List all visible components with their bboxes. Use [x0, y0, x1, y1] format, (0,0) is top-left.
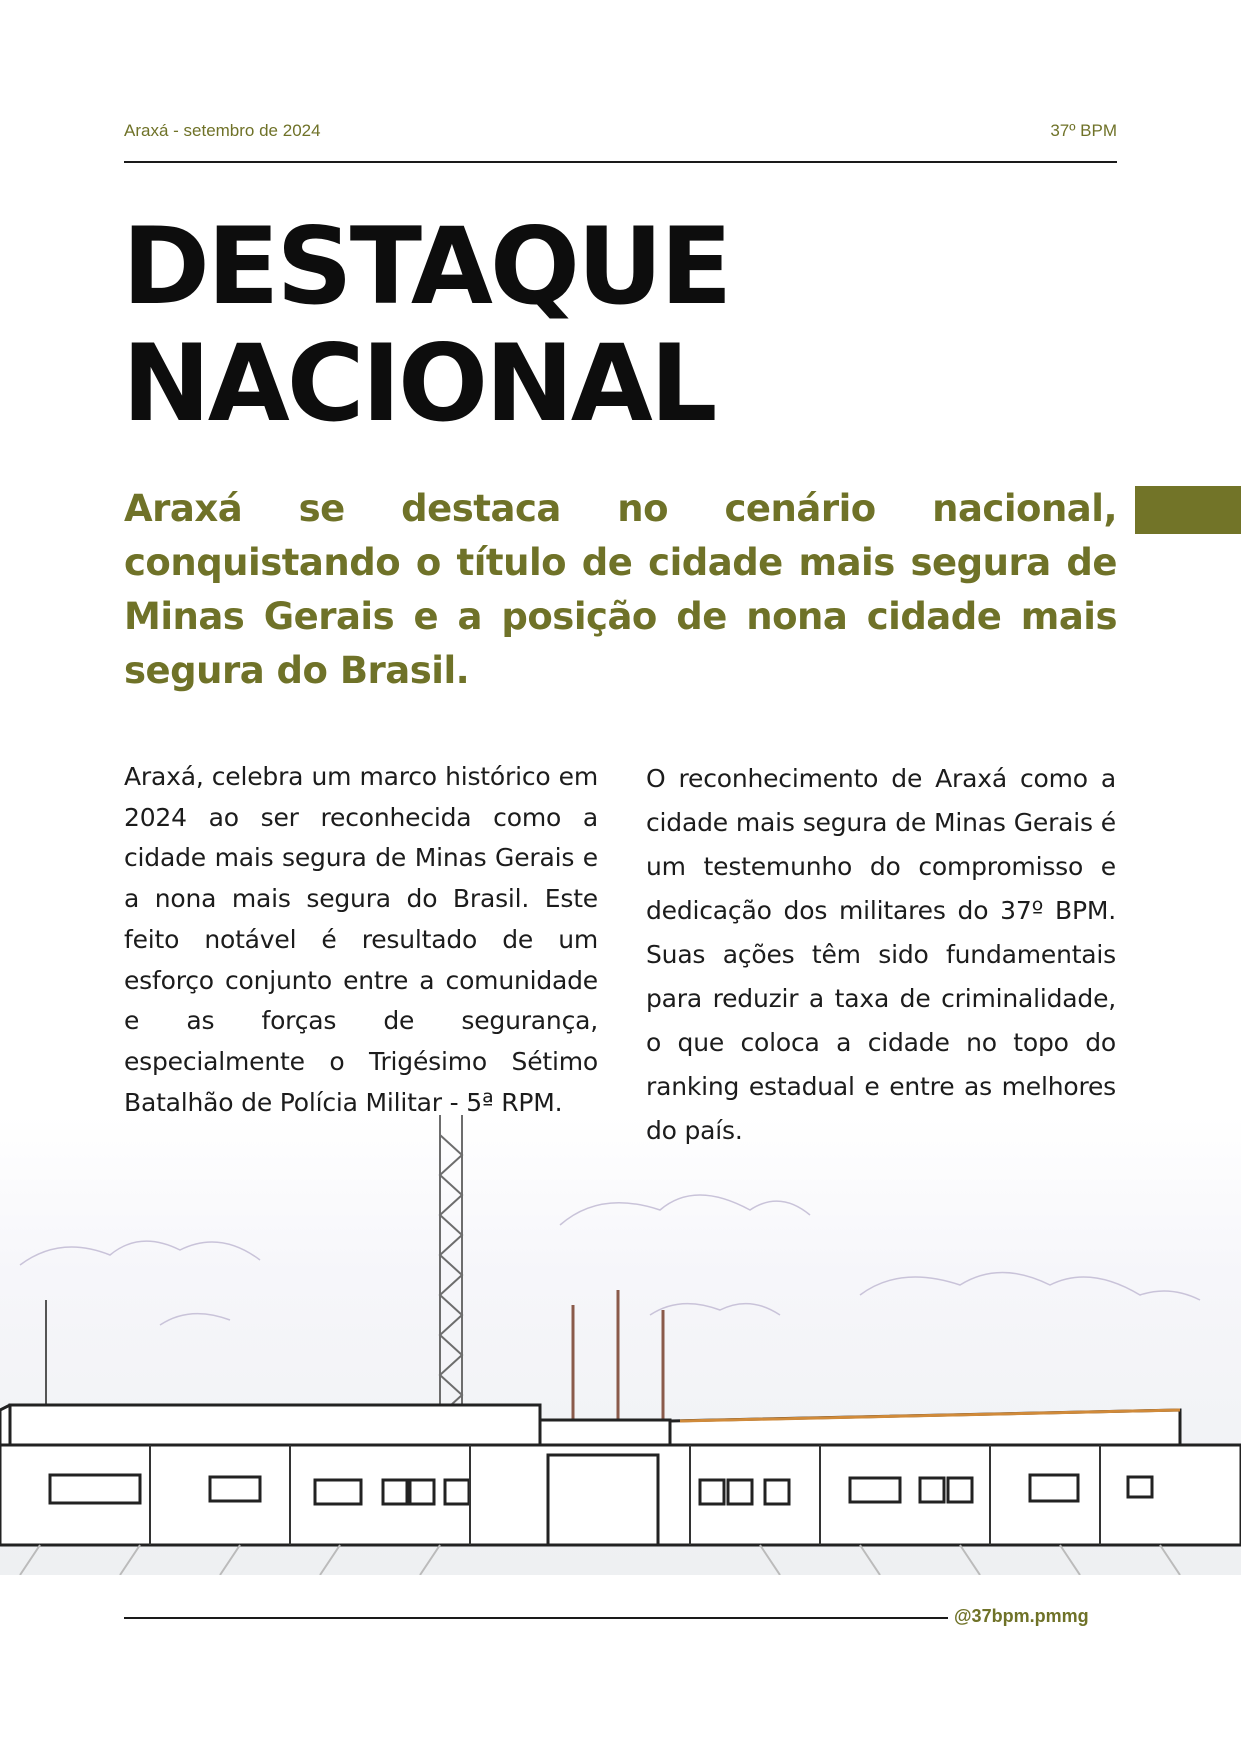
- bottom-divider: [124, 1617, 948, 1619]
- dateline: Araxá - setembro de 2024: [124, 121, 321, 140]
- body-column-left: Araxá, celebra um marco histórico em 2024 ao ser reconhecida como a cidade mais segura de Minas Gerais e a nona mais segura do Brasil. Este feito notável é resultado de um esforço conjunto entre a comunidade e as forças de segurança, especialmente o Trigésimo Sétimo Batalhão de Polícia Militar - 5ª RPM.: [124, 762, 598, 1117]
- unit-label: 37º BPM: [1050, 121, 1117, 140]
- social-handle: @37bpm.pmmg: [954, 1606, 1089, 1626]
- page-title: [122, 205, 730, 445]
- building-illustration: [0, 1115, 1241, 1575]
- top-divider: [124, 161, 1117, 163]
- body-column-right: O reconhecimento de Araxá como a cidade mais segura de Minas Gerais é um testemunho do compromisso e dedicação dos militares do 37º BPM. Suas ações têm sido fundamentais para reduzir a taxa de criminalidade, o que coloca a cidade no topo do ranking estadual e entre as melhores do país.: [646, 764, 1116, 1145]
- title-line-1: DESTAQUE: [122, 205, 730, 328]
- accent-bar: [1135, 486, 1241, 534]
- title-line-2: NACIONAL: [122, 322, 715, 445]
- subtitle: Araxá se destaca no cenário nacional, conquistando o título de cidade mais segura de Minas Gerais e a posição de nona cidade mais segura do Brasil.: [124, 487, 1117, 692]
